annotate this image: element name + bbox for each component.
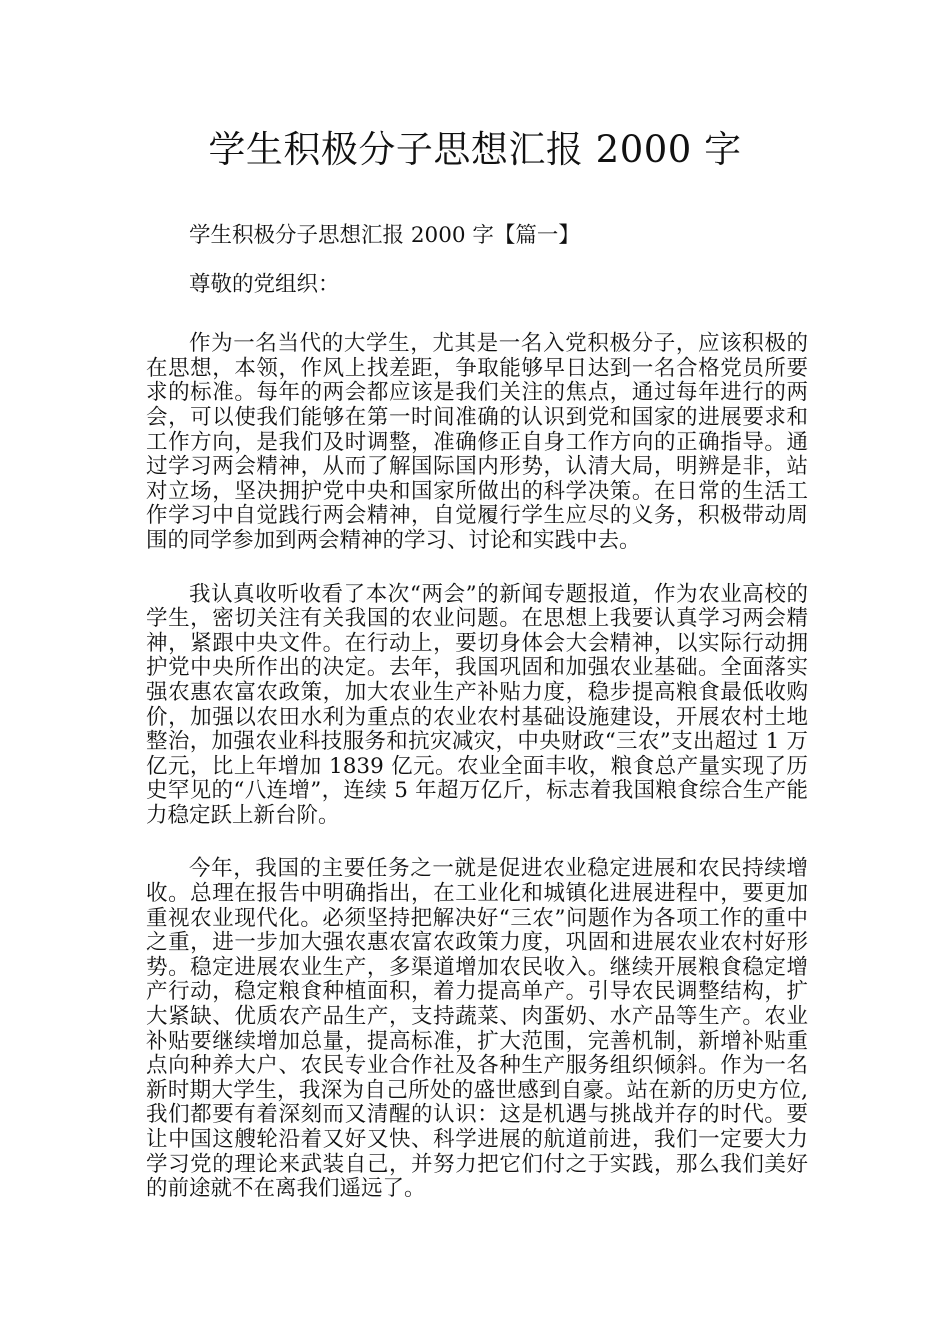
paragraph: 我认真收听收看了本次“两会”的新闻专题报道，作为农业高校的学生，密切关注有关我国的农业问题。在思想上我要认真学习两会精神，紧跟中央文件。在行动上，要切身体会大会精神，以实际行动拥护党中央所作出的决定。去年，我国巩固和加强农业基础。全面落实强农惠农富农政策，加大农业生产补贴力度，稳步提高粮食最低收购价，加强以农田水利为重点的农业农村基础设施建设，开展农村土地整治，加强农业科技服务和抗灾减灾，中央财政“三农”支出超过 1 万亿元，比上年增加 1839 亿元。农业全面丰收，粮食总产量实现了历史罕见的“八连增”，连续 5 年超万亿斤，标志着我国粮食综合生产能力稳定跃上新台阶。 bbox=[146, 581, 808, 828]
document-title: 学生积极分子思想汇报 2000 字 bbox=[208, 128, 742, 171]
paragraph: 今年，我国的主要任务之一就是促进农业稳定进展和农民持续增收。总理在报告中明确指出，在工业化和城镇化进展进程中，要更加重视农业现代化。必须坚持把解决好“三农”问题作为各项工作的重中之重，进一步加大强农惠农富农政策力度，巩固和进展农业农村好形势。稳定进展农业生产，多渠道增加农民收入。继续开展粮食稳定增产行动，稳定粮食种植面积，着力提高单产。引导农民调整结构，扩大紧缺、优质农产品生产，支持蔬菜、肉蛋奶、水产品等生产。农业补贴要继续增加总量，提高标准，扩大范围，完善机制，新增补贴重点向种养大户、农民专业合作社及各种生产服务组织倾斜。作为一名新时期大学生，我深为自己所处的盛世感到自豪。站在新的历史方位,我们都要有着深刻而又清醒的认识：这是机遇与挑战并存的时代。要让中国这艘轮沿着又好又快、科学进展的航道前进，我们一定要大力学习党的理论来武装自己，并努力把它们付之于实践，那么我们美好的前途就不在离我们遥远了。 bbox=[146, 856, 808, 1202]
section-heading: 学生积极分子思想汇报 2000 字【篇一】 bbox=[189, 223, 580, 248]
salutation: 尊敬的党组织： bbox=[189, 271, 340, 297]
paragraph: 作为一名当代的大学生，尤其是一名入党积极分子，应该积极的在思想，本领，作风上找差距，争取能够早日达到一名合格党员所要求的标准。每年的两会都应该是我们关注的焦点，通过每年进行的两会，可以使我们能够在第一时间准确的认识到党和国家的进展要求和工作方向，是我们及时调整，准确修正自身工作方向的正确指导。通过学习两会精神，从而了解国际国内形势，认清大局，明辨是非，站对立场，坚决拥护党中央和国家所做出的科学决策。在日常的生活工作学习中自觉践行两会精神，自觉履行学生应尽的义务，积极带动周围的同学参加到两会精神的学习、讨论和实践中去。 bbox=[146, 331, 808, 553]
document-body bbox=[146, 224, 808, 1231]
